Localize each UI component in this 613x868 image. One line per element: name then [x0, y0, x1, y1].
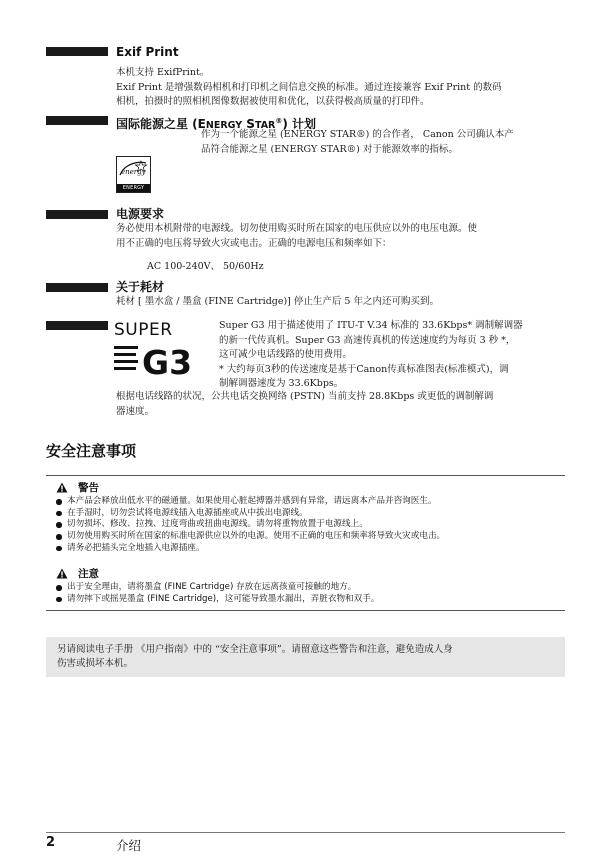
- power-line: 用不正确的电压将导致火灾或电击。正确的电源电压和频率如下：: [116, 237, 392, 249]
- superg3-text-bottom: [116, 390, 566, 419]
- energy-heading-part: ®: [275, 117, 283, 125]
- g3-logo-text: G3: [142, 343, 193, 380]
- energy-heading-part: TAR: [254, 120, 276, 131]
- footer-section-label: 介绍: [116, 838, 142, 853]
- energy-heading-part: 国际能源之星 (: [116, 117, 198, 131]
- warning-icon: [56, 482, 68, 493]
- safety-top-rule: [46, 475, 565, 476]
- energy-star-icon: [117, 157, 150, 184]
- consumables-text: 耗材 [ 墨水盒 / 墨盒 (FINE Cartridge)] 停止生产后 5 年之内还可购买到。: [116, 296, 439, 307]
- note-line: 伤害或损坏本机。: [57, 658, 134, 669]
- warning-list: [56, 496, 445, 555]
- exif-heading: Exif Print: [116, 45, 179, 59]
- list-item: 请勿摔下或摇晃墨盒 (FINE Cartridge)，这可能导致墨水漏出，弄脏衣物和双手。: [56, 594, 379, 606]
- warning-label: 警告: [78, 482, 99, 494]
- safety-bottom-rule: [46, 610, 565, 611]
- superg3-line: 这可减少电话线路的使用费用。: [219, 349, 353, 360]
- safety-title: 安全注意事项: [46, 442, 137, 460]
- section-marker: [46, 210, 108, 219]
- footer-rule: [46, 832, 565, 833]
- section-marker: [46, 47, 108, 56]
- super-g3-logo-super: SUPER: [114, 320, 173, 340]
- superg3-line: 的新一代传真机。Super G3 高速传真机的传送速度约为每页 3 秒 *，: [219, 334, 516, 346]
- g3-mark-icon: [114, 340, 204, 380]
- energy-text: [201, 128, 566, 157]
- energy-heading-part: NERGY: [205, 120, 243, 131]
- note-line: 另请阅读电子手册 《用户指南》中的 “安全注意事项”。请留意这些警告和注意，避免造成人身: [57, 644, 453, 655]
- list-item: 请务必把插头完全地插入电源插座。: [56, 543, 445, 555]
- superg3-line: 根据电话线路的状况，公共电话交换网络 (PSTN) 当前支持 28.8Kbps 或更低的调制解调: [116, 391, 494, 402]
- caution-heading: [56, 566, 99, 581]
- exif-line: Exif Print 是增强数码相机和打印机之间信息交换的标准。通过连接兼容 Exif Print 的数码: [116, 81, 502, 93]
- note-text: [57, 643, 557, 671]
- superg3-line: Super G3 用于描述使用了 ITU-T V.34 标准的 33.6Kbps* 调制解调器: [219, 320, 523, 331]
- energy-heading-part: E: [197, 117, 206, 131]
- list-item: 出于安全理由，请将墨盒 (FINE Cartridge) 存放在远离孩童可接触的地方。: [56, 582, 379, 594]
- energy-line: 作为一个能源之星 (ENERGY STAR®) 的合作者， Canon 公司确认本产: [201, 129, 514, 140]
- exif-line: 相机，拍摄时的照相机图像数据被使用和优化，以获得极高质量的打印件。: [116, 96, 430, 107]
- energy-heading-part: S: [246, 117, 255, 131]
- super-g3-logo: [114, 320, 204, 380]
- energy-logo-band: ENERGY STAR: [117, 184, 150, 192]
- warning-heading: [56, 480, 99, 495]
- list-item: 切勿使用购买时所在国家的标准电源供应以外的电源。使用不正确的电压和频率将导致火灾或电击。: [56, 531, 445, 543]
- exif-line: 本机支持 ExifPrint。: [116, 67, 210, 78]
- energy-logo-script: energy: [121, 168, 146, 176]
- section-marker: [46, 283, 108, 292]
- caution-list: [56, 582, 379, 605]
- power-text: [116, 222, 566, 251]
- energy-heading-part: ) 计划: [282, 117, 317, 131]
- superg3-line: 器速度。: [116, 405, 155, 417]
- exif-text: [116, 66, 566, 110]
- energy-line: 品符合能源之星 (ENERGY STAR®) 对于能源效率的指标。: [201, 143, 458, 155]
- caution-icon: [56, 568, 68, 579]
- section-marker: [46, 321, 108, 330]
- superg3-text: [219, 319, 565, 392]
- list-item: 切勿损坏、修改、拉拽、过度弯曲或扭曲电源线。请勿将重物放置于电源线上。: [56, 519, 445, 531]
- list-item: 本产品会释放出低水平的磁通量。如果使用心脏起搏器并感到有异常，请远离本产品并咨询医生。: [56, 496, 445, 508]
- section-marker: [46, 116, 108, 125]
- list-item: 在手湿时，切勿尝试将电源线插入电源插座或从中拔出电源线。: [56, 508, 445, 520]
- power-heading: 电源要求: [116, 207, 165, 221]
- caution-label: 注意: [78, 568, 99, 580]
- energy-star-logo: [116, 156, 151, 199]
- page-number: 2: [46, 835, 56, 850]
- superg3-line: * 大约每页3秒的传送速度是基于Canon传真标准图表(标准模式)，调: [219, 363, 509, 375]
- consumables-heading: 关于耗材: [116, 280, 165, 294]
- power-spec: AC 100-240V、 50/60Hz: [147, 261, 264, 272]
- superg3-line: 制解调器速度为 33.6Kbps。: [219, 378, 344, 389]
- note-box: [46, 637, 565, 677]
- power-line: 务必使用本机附带的电源线。切勿使用购买时所在国家的电压供应以外的电压电源。使: [116, 223, 478, 234]
